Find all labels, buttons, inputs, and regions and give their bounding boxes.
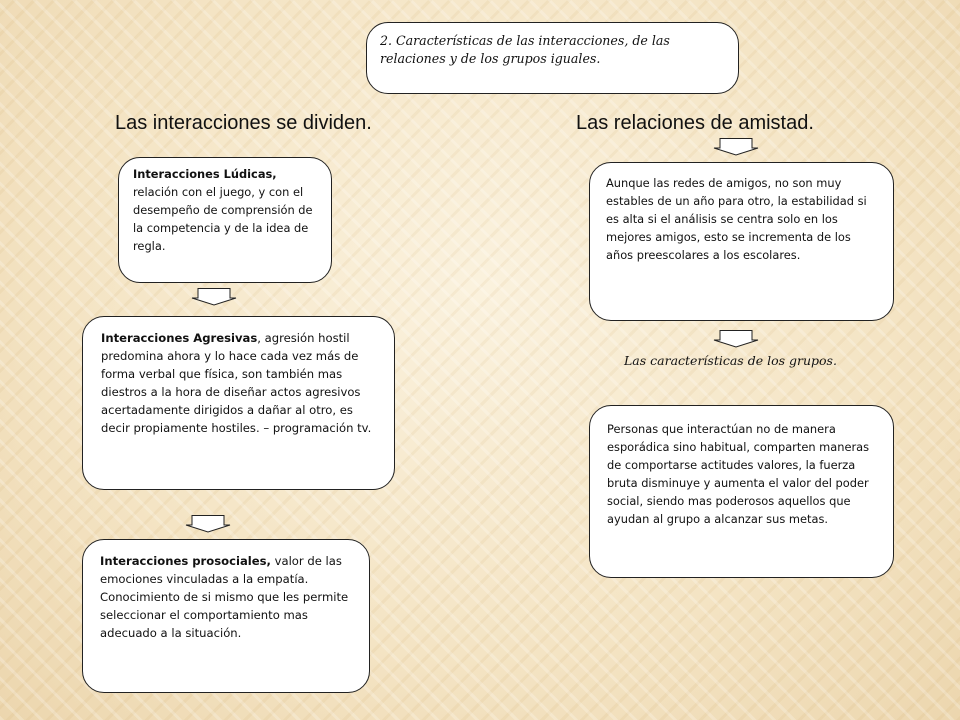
arrow-down-icon [713, 330, 759, 348]
agresivas-text: , agresión hostil predomina ahora y lo hace cada vez más de forma verbal que física, son también mas diestros a la hora de diseñar actos agresivos acertadamente dirigidos a dañar al otro, es decir propiamente hostiles. – programación tv. [101, 331, 372, 435]
arrow-down-icon [185, 515, 231, 533]
grupos-text: Personas que interactúan no de manera esporádica sino habitual, comparten maneras de comportarse actitudes valores, la fuerza bruta disminuye y aumenta el valor del poder social, siendo mas poderosos aquellos que ayudan al grupo a alcanzar sus metas. [607, 422, 870, 526]
agresivas-title: Interacciones Agresivas [101, 331, 258, 345]
box-interacciones-agresivas [82, 316, 395, 490]
heading-interacciones: Las interacciones se dividen. [115, 112, 372, 134]
heading-amistad: Las relaciones de amistad. [576, 112, 814, 134]
ludicas-text: relación con el juego, y con el desempeño de comprensión de la competencia y de la idea de regla. [133, 185, 313, 253]
arrow-down-icon [713, 138, 759, 156]
box-interacciones-prosociales [82, 539, 370, 693]
prosociales-text: valor de las emociones vinculadas a la empatía. Conocimiento de si mismo que les permite seleccionar el comportamiento mas adecuado a la situación. [100, 554, 349, 640]
amistad-text: Aunque las redes de amigos, no son muy estables de un año para otro, la estabilidad si es alta si el análisis se centra solo en los mejores amigos, esto se incrementa de los años preescolares a los escolares. [606, 176, 867, 262]
ludicas-title: Interacciones Lúdicas, [133, 167, 277, 181]
prosociales-title: Interacciones prosociales, [100, 554, 271, 568]
label-caracteristicas-grupos: Las características de los grupos. [624, 353, 837, 368]
arrow-down-icon [191, 288, 237, 306]
box-interacciones-ludicas [118, 157, 332, 283]
box-caracteristicas-grupos [589, 405, 894, 578]
title-text: 2. Características de las interacciones, de las relaciones y de los grupos iguales. [380, 33, 670, 66]
title-box [366, 22, 739, 94]
box-relaciones-amistad [589, 162, 894, 321]
